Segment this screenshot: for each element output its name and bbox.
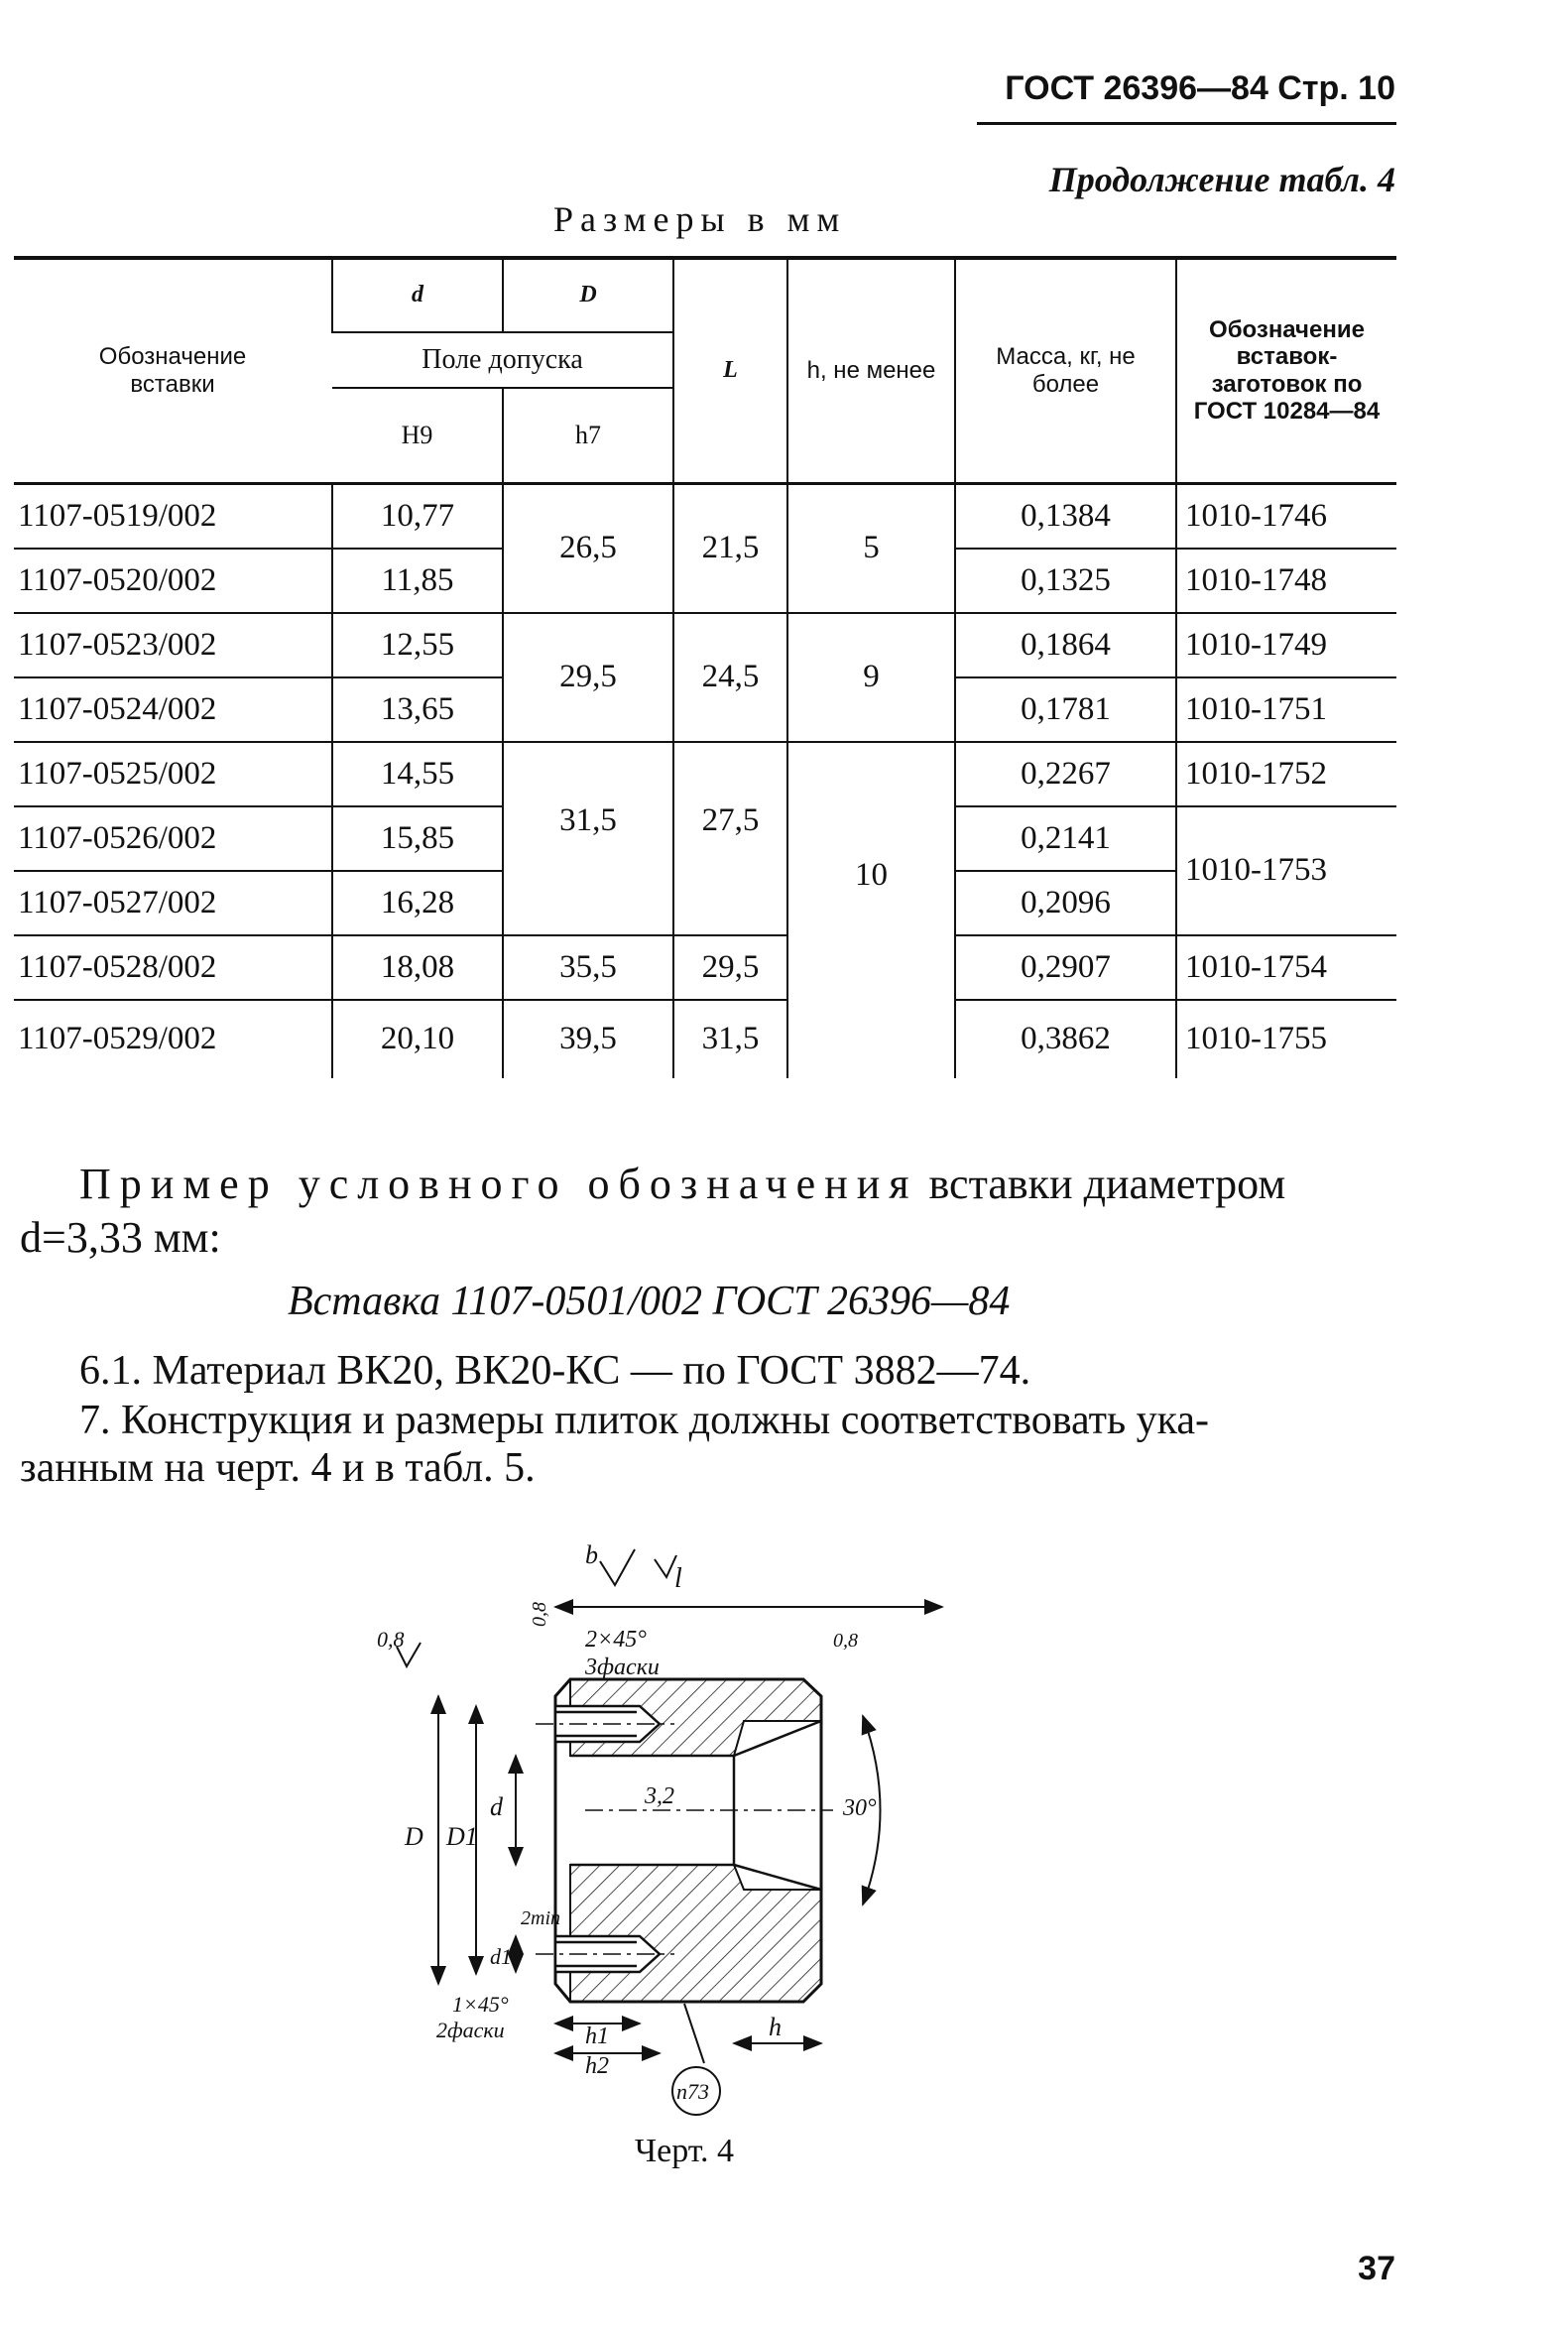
- units-caption: Размеры в мм: [553, 199, 847, 239]
- paragraph-6-1: 6.1. Материал ВК20, ВК20-КС — по ГОСТ 3882—74.: [79, 1348, 1031, 1394]
- page-header: ГОСТ 26396—84 Стр. 10: [1005, 69, 1395, 107]
- insert-drawing: [377, 1540, 1041, 2104]
- cell-blank: 1010-1748: [1176, 549, 1396, 613]
- cell-code: 1107-0527/002: [14, 871, 332, 935]
- th-tolerance: Поле допуска: [332, 332, 673, 388]
- cell-mass: 0,3862: [955, 1000, 1176, 1078]
- cell-h-empty: [787, 1000, 955, 1078]
- cell-L: 21,5: [673, 483, 787, 613]
- label-h2: h2: [585, 2053, 609, 2079]
- label-D1: D1: [446, 1822, 478, 1851]
- cell-L: 31,5: [673, 1000, 787, 1078]
- label-chamfers2: 2фаски: [436, 2018, 505, 2042]
- cell-h: 9: [787, 613, 955, 742]
- figure-caption: Черт. 4: [635, 2133, 735, 2169]
- cell-code: 1107-0526/002: [14, 806, 332, 871]
- page-number: 37: [1358, 2250, 1395, 2287]
- cell-code: 1107-0524/002: [14, 677, 332, 742]
- label-D: D: [405, 1822, 423, 1851]
- label-rough-08b: 0,8: [529, 1602, 550, 1627]
- example-spaced: Пример условного обозначения: [79, 1160, 918, 1208]
- cell-L: 29,5: [673, 935, 787, 1000]
- cell-d: 20,10: [332, 1000, 503, 1078]
- table-continuation: Продолжение табл. 4: [1048, 160, 1395, 199]
- cell-mass: 0,1864: [955, 613, 1176, 677]
- label-h1: h1: [585, 2024, 609, 2049]
- th-mass: Масса, кг, не более: [955, 258, 1176, 483]
- label-b: b: [585, 1540, 598, 1569]
- cell-h: 10: [787, 742, 955, 1000]
- cell-blank: 1010-1754: [1176, 935, 1396, 1000]
- cell-blank: 1010-1752: [1176, 742, 1396, 806]
- cell-d: 11,85: [332, 549, 503, 613]
- cell-code: 1107-0523/002: [14, 613, 332, 677]
- th-designation: Обозначение вставки: [98, 343, 247, 398]
- cell-mass: 0,2907: [955, 935, 1176, 1000]
- table-row: [14, 1000, 1396, 1078]
- cell-blank: 1010-1751: [1176, 677, 1396, 742]
- table-row: [14, 483, 1396, 549]
- cell-D: 31,5: [503, 742, 673, 935]
- cell-d: 15,85: [332, 806, 503, 871]
- cell-D: 26,5: [503, 483, 673, 613]
- cell-code: 1107-0529/002: [18, 1021, 217, 1056]
- example-line-2: d=3,33 мм:: [20, 1213, 221, 1262]
- th-blanks: Обозначение вставок-заготовок по ГОСТ 10284—84: [1176, 258, 1396, 483]
- cell-d: 18,08: [332, 935, 503, 1000]
- spec-table: [14, 256, 1396, 1078]
- table-row: [14, 742, 1396, 806]
- cell-L: 24,5: [673, 613, 787, 742]
- example-line-1: [79, 1159, 1285, 1209]
- cell-mass: 0,2267: [955, 742, 1176, 806]
- cell-h: 5: [787, 483, 955, 613]
- paragraph-7-line2: занным на черт. 4 и в табл. 5.: [20, 1445, 536, 1491]
- table-row: [14, 613, 1396, 677]
- th-h9: H9: [401, 420, 433, 449]
- cell-d: 10,77: [332, 483, 503, 549]
- cell-d: 14,55: [332, 742, 503, 806]
- th-d: d: [332, 258, 503, 332]
- table-row: [14, 935, 1396, 1000]
- cell-L: 27,5: [673, 742, 787, 935]
- cell-mass: 0,2096: [955, 871, 1176, 935]
- example-designation: Вставка 1107-0501/002 ГОСТ 26396—84: [288, 1279, 1011, 1324]
- cell-blank: 1010-1749: [1176, 613, 1396, 677]
- cell-code: 1107-0525/002: [14, 742, 332, 806]
- th-h: h, не менее: [787, 258, 955, 483]
- th-D: D: [503, 258, 673, 332]
- label-angle30: 30°: [843, 1795, 877, 1821]
- label-l: l: [674, 1563, 682, 1594]
- paragraph-7-line1: 7. Конструкция и размеры плиток должны соответствовать ука-: [79, 1398, 1210, 1443]
- label-rough-08c: 0,8: [833, 1630, 858, 1652]
- cell-D: 29,5: [503, 613, 673, 742]
- cell-blank: 1010-1755: [1176, 1000, 1396, 1078]
- cell-mass: 0,1781: [955, 677, 1176, 742]
- cell-D: 39,5: [503, 1000, 673, 1078]
- th-L: L: [673, 258, 787, 483]
- th-h7: h7: [503, 388, 673, 483]
- hatch-bottom: [570, 1865, 821, 2002]
- header-rule: [977, 122, 1396, 125]
- cell-code: 1107-0520/002: [14, 549, 332, 613]
- cell-d: 12,55: [332, 613, 503, 677]
- label-h: h: [769, 2013, 782, 2041]
- label-chamfer-bot: 1×45°: [452, 1992, 509, 2017]
- cell-mass: 0,1384: [955, 483, 1176, 549]
- cell-d: 13,65: [332, 677, 503, 742]
- label-chamfers3: 3фаски: [585, 1655, 660, 1680]
- label-chamfer-top: 2×45°: [585, 1627, 647, 1653]
- label-2min: 2min: [521, 1907, 560, 1929]
- label-rough-32: 3,2: [645, 1783, 674, 1809]
- cell-blank: 1010-1753: [1176, 806, 1396, 935]
- cell-code: 1107-0528/002: [14, 935, 332, 1000]
- cell-D: 35,5: [503, 935, 673, 1000]
- label-d: d: [490, 1792, 503, 1821]
- example-rest: вставки диаметром: [928, 1160, 1286, 1208]
- label-d1: d1: [490, 1944, 512, 1969]
- cell-mass: 0,1325: [955, 549, 1176, 613]
- cell-blank: 1010-1746: [1176, 483, 1396, 549]
- cell-d: 16,28: [332, 871, 503, 935]
- cell-code: 1107-0519/002: [14, 483, 332, 549]
- label-mark: п73: [676, 2079, 709, 2104]
- cell-mass: 0,2141: [955, 806, 1176, 871]
- label-rough-08a: 0,8: [377, 1627, 405, 1652]
